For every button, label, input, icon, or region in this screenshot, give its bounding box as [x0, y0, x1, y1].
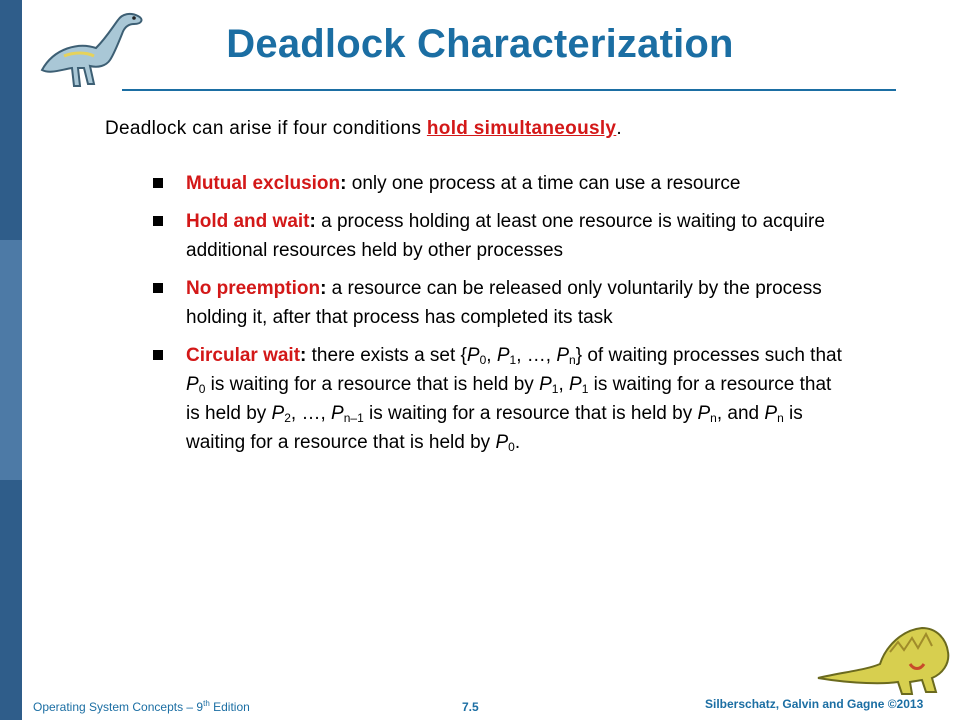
bullet-square-icon — [153, 350, 163, 360]
process-symbol: P — [697, 403, 711, 424]
condition-item — [148, 274, 848, 332]
slide-title: Deadlock Characterization — [226, 22, 734, 66]
intro-text — [105, 118, 622, 140]
footer-page-number: 7.5 — [462, 700, 479, 714]
process-subscript: n — [777, 411, 784, 425]
process-symbol: P — [539, 374, 552, 395]
text-fragment: is waiting for a resource that is held by — [186, 374, 832, 424]
intro-suffix: . — [616, 118, 622, 139]
text-fragment: , and — [716, 403, 765, 424]
text-fragment: } of waiting processes such that — [575, 345, 842, 366]
condition-colon: : — [309, 211, 316, 232]
condition-term: Mutual exclusion — [186, 173, 341, 194]
side-bar-segment — [0, 240, 22, 480]
intro-prefix: Deadlock can arise if four conditions — [105, 118, 427, 139]
process-symbol: P — [496, 345, 510, 366]
footer-superscript: th — [203, 699, 210, 708]
process-subscript: 1 — [551, 382, 559, 396]
condition-term: Hold and wait — [186, 211, 310, 232]
condition-text: a resource can be released only voluntarily by the process holding it, after that process has completed its task — [186, 278, 822, 328]
text-fragment: is waiting for a resource that is held by — [186, 403, 803, 453]
bullet-square-icon — [153, 283, 163, 293]
condition-text: there exists a set { — [306, 345, 467, 366]
condition-text: only one process at a time can use a resource — [346, 173, 741, 194]
text-fragment: , …, — [516, 345, 557, 366]
footer-book-title — [33, 700, 250, 714]
condition-term: Circular wait — [186, 345, 301, 366]
condition-colon: : — [300, 345, 307, 366]
text-fragment: is waiting for a resource that is held by — [205, 374, 540, 395]
condition-item — [148, 169, 848, 198]
footer-text: Edition — [209, 700, 250, 714]
process-subscript: 0 — [479, 353, 487, 367]
process-subscript: 2 — [284, 411, 291, 425]
condition-list — [148, 169, 848, 466]
bullet-square-icon — [153, 216, 163, 226]
process-subscript: n–1 — [343, 411, 364, 425]
side-bar-segment — [0, 480, 22, 720]
condition-colon: : — [340, 173, 347, 194]
side-bar — [0, 0, 22, 720]
process-subscript: 0 — [198, 382, 206, 396]
condition-colon: : — [320, 278, 327, 299]
process-subscript: n — [710, 411, 717, 425]
bullet-square-icon — [153, 178, 163, 188]
footer-text: Operating System Concepts – 9 — [33, 700, 204, 714]
title-divider — [122, 89, 896, 91]
process-symbol: P — [271, 403, 285, 424]
process-symbol: P — [556, 345, 570, 366]
dinosaur-bottom-icon — [814, 612, 952, 696]
process-symbol: P — [495, 432, 509, 453]
text-fragment: . — [514, 432, 521, 453]
text-fragment: is waiting for a resource that is held by — [363, 403, 698, 424]
process-subscript: 1 — [581, 382, 589, 396]
process-symbol: P — [466, 345, 480, 366]
footer-copyright: Silberschatz, Galvin and Gagne ©2013 — [705, 697, 924, 711]
condition-text: a process holding at least one resource is waiting to acquire additional resources held by other processes — [186, 211, 825, 261]
condition-term: No preemption — [186, 278, 321, 299]
condition-item — [148, 341, 848, 457]
process-subscript: 0 — [508, 440, 515, 454]
process-subscript: 1 — [509, 353, 517, 367]
intro-highlight: hold simultaneously — [426, 118, 617, 139]
condition-item — [148, 207, 848, 265]
text-fragment: , — [486, 345, 497, 366]
process-symbol: P — [569, 374, 582, 395]
text-fragment: , — [558, 374, 570, 395]
process-subscript: n — [569, 353, 576, 367]
process-symbol: P — [764, 403, 778, 424]
text-fragment: , …, — [290, 403, 332, 424]
process-symbol: P — [186, 374, 199, 395]
process-symbol: P — [331, 403, 344, 424]
